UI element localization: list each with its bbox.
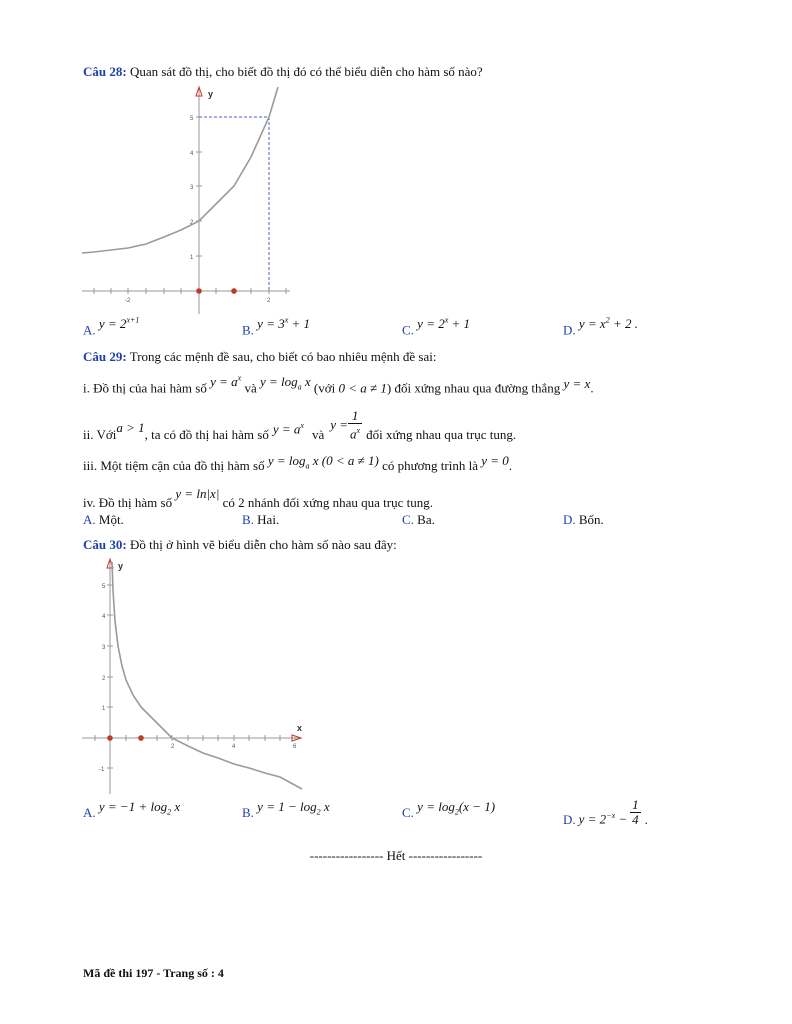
q30-option-d-fraction-den: 4 — [632, 812, 639, 827]
q28-option-d-letter: D. — [563, 322, 576, 338]
q30-point-x1 — [138, 735, 144, 741]
q29-s1-text-d: ) đối xứng nhau qua đường thẳng — [386, 380, 564, 396]
q28-xtick-2: 2 — [267, 298, 271, 304]
q29-statement-iv — [83, 486, 433, 511]
q29-s2-fraction-den: a — [350, 426, 357, 442]
q29-s1-math-2-tail: x — [301, 374, 311, 390]
q30-ytick-3: 3 — [102, 645, 106, 651]
q29-statement-ii — [83, 405, 516, 445]
question-30-header — [83, 537, 397, 553]
q29-option-b[interactable] — [242, 512, 279, 528]
q28-ytick-2: 2 — [190, 220, 194, 226]
question-28-text: Quan sát đồ thị, cho biết đồ thị đó có thể biểu diễn cho hàm số nào? — [126, 64, 483, 79]
q30-option-a-letter: A. — [83, 805, 96, 820]
q28-ytick-4: 4 — [190, 151, 194, 157]
q30-option-d[interactable] — [563, 798, 648, 827]
q29-s3-math-1: y = log — [267, 453, 306, 468]
q28-option-a-expr: y = 2 — [98, 316, 127, 332]
q30-option-b-letter: B. — [242, 805, 254, 820]
q28-option-d[interactable] — [563, 316, 638, 338]
q28-y-label: y — [208, 89, 214, 99]
q30-ytick-neg1: -1 — [99, 767, 105, 773]
q28-option-c-sup: x — [444, 316, 449, 325]
q29-option-a[interactable] — [83, 512, 124, 528]
q29-option-a-text: Một. — [95, 512, 124, 527]
q28-exponential-curve — [82, 87, 278, 253]
q30-option-b-tail: x — [320, 799, 330, 814]
q28-option-c-letter: C. — [402, 322, 414, 338]
question-28-graph — [80, 84, 300, 320]
q29-s2-fraction-den-sup: x — [356, 425, 361, 435]
q30-option-c-letter: C. — [402, 805, 414, 820]
q30-option-b[interactable] — [242, 799, 330, 823]
question-29-label: Câu 29: — [83, 349, 127, 364]
q29-s4-text-b: có 2 nhánh đối xứng nhau qua trục tung. — [222, 495, 433, 510]
q30-ytick-5: 5 — [102, 584, 106, 590]
page-footer: Mã đề thi 197 - Trang số : 4 — [83, 966, 224, 980]
q29-s2-fraction-num: 1 — [348, 409, 362, 424]
q28-option-b-tail: + 1 — [288, 316, 311, 332]
q29-option-d-letter: D. — [563, 512, 576, 527]
question-30-label: Câu 30: — [83, 537, 127, 552]
q28-ytick-1: 1 — [190, 255, 194, 261]
q28-option-b-sup: x — [284, 316, 289, 325]
q29-statement-i — [83, 374, 594, 398]
q29-s2-fraction — [348, 409, 362, 441]
q29-s1-math-3: 0 < a ≠ 1 — [338, 380, 387, 396]
q29-s1-text-c: (với — [313, 380, 339, 396]
q29-option-b-text: Hai. — [253, 512, 280, 527]
q28-point-origin — [196, 288, 202, 294]
q28-option-b-letter: B. — [242, 322, 254, 338]
q30-xtick-6: 6 — [293, 744, 297, 750]
q29-s1-math-2: y = log — [259, 374, 298, 390]
q29-option-a-letter: A. — [83, 512, 96, 527]
q29-option-d[interactable] — [563, 512, 604, 528]
q29-s1-math-1: y = a — [210, 374, 238, 390]
q30-option-c-sub: 2 — [454, 807, 459, 817]
q29-s1-math-2-sub: a — [297, 382, 302, 392]
q29-option-c[interactable] — [402, 512, 435, 528]
q28-xtick-neg2: -2 — [125, 298, 131, 304]
q29-statement-iii — [83, 453, 513, 476]
q30-ytick-2: 2 — [102, 676, 106, 682]
q28-option-d-expr: y = x — [578, 316, 606, 332]
q29-s4-text-a: iv. Đồ thị hàm số — [83, 495, 176, 510]
q28-option-d-tail: + 2 . — [609, 316, 638, 332]
q28-option-c-expr: y = 2 — [417, 316, 445, 332]
q29-s2-text-a: ii. Với — [83, 427, 117, 442]
q30-option-b-expr: y = 1 − log — [257, 799, 317, 814]
q28-option-a-letter: A. — [83, 322, 96, 338]
q30-option-d-tail: − — [615, 811, 628, 827]
q29-s1-text-e: . — [590, 380, 594, 396]
q30-option-d-fraction-num: 1 — [632, 797, 639, 812]
q30-ytick-1: 1 — [102, 706, 106, 712]
q29-s2-text-b: , ta có đồ thị hai hàm số — [144, 427, 269, 442]
q28-option-d-sup: 2 — [605, 316, 610, 325]
q29-s2-text-c: và — [311, 427, 325, 442]
q28-option-b-expr: y = 3 — [257, 316, 285, 332]
q30-x-label: x — [297, 723, 303, 733]
question-28-header — [83, 64, 483, 80]
end-marker: ----------------- Hết ----------------- — [309, 848, 483, 863]
q30-option-a-tail: x — [171, 799, 181, 814]
q30-log-curve — [112, 562, 302, 789]
q30-option-a[interactable] — [83, 799, 181, 823]
q29-s1-text-b: và — [244, 380, 260, 396]
q29-s2-math-2-sup: x — [300, 420, 304, 430]
q30-y-label: y — [118, 561, 124, 571]
q29-s3-text-a: iii. Một tiệm cận của đồ thị hàm số — [83, 458, 268, 473]
q29-option-b-letter: B. — [242, 512, 254, 527]
q30-xtick-4: 4 — [232, 744, 236, 750]
question-29-header — [83, 349, 436, 365]
q30-ytick-4: 4 — [102, 614, 106, 620]
q29-s4-math-1: y = ln|x| — [175, 486, 220, 501]
q30-option-b-sub: 2 — [316, 807, 321, 817]
q28-ytick-3: 3 — [190, 185, 194, 191]
q28-option-a[interactable] — [83, 316, 140, 338]
q29-s1-math-4: y = x — [563, 376, 591, 392]
q29-s2-math-1: a > 1 — [116, 420, 145, 435]
question-28-label: Câu 28: — [83, 64, 127, 79]
q29-option-d-text: Bốn. — [575, 512, 604, 527]
q28-point-x1 — [231, 288, 237, 294]
q29-option-c-text: Ba. — [413, 512, 435, 527]
q29-s3-text-b: có phương trình là — [382, 458, 482, 473]
q30-point-origin — [107, 735, 113, 741]
q30-option-d-end: . — [644, 811, 648, 827]
q30-option-c-expr: y = log — [417, 799, 455, 814]
q29-s2-math-2: y = a — [272, 421, 301, 437]
q30-xtick-2: 2 — [171, 744, 175, 750]
q29-s2-text-d: đối xứng nhau qua trục tung. — [366, 427, 517, 442]
q29-s3-math-1-sub: a — [305, 461, 310, 471]
q28-option-b[interactable] — [242, 316, 311, 338]
q29-s1-math-1-sup: x — [237, 374, 242, 383]
question-30-graph — [80, 556, 310, 796]
q29-s2-math-3-prefix: y = — [330, 417, 349, 432]
q30-option-d-fraction — [630, 798, 641, 827]
question-29-text: Trong các mệnh đề sau, cho biết có bao nhiêu mệnh đề sai: — [126, 349, 437, 364]
q29-s3-text-c: . — [508, 458, 513, 473]
q30-option-c-tail: (x − 1) — [458, 799, 496, 814]
question-30-text: Đồ thị ở hình vẽ biểu diễn cho hàm số nào sau đây: — [126, 537, 397, 552]
q30-option-d-sup: −x — [606, 811, 616, 821]
q29-s1-text-a: i. Đồ thị của hai hàm số — [83, 380, 211, 396]
q28-option-c[interactable] — [402, 316, 471, 338]
q30-option-d-expr: y = 2 — [578, 811, 607, 827]
q29-s3-math-1-tail: x (0 < a ≠ 1) — [309, 453, 379, 468]
q28-option-a-sup: x+1 — [126, 316, 140, 325]
q30-option-d-letter: D. — [563, 811, 576, 827]
q29-option-c-letter: C. — [402, 512, 414, 527]
q30-option-a-expr: y = −1 + log — [98, 799, 168, 814]
q29-s3-math-2: y = 0 — [481, 453, 509, 468]
q30-option-c[interactable] — [402, 799, 496, 823]
q28-ytick-5: 5 — [190, 116, 194, 122]
q28-option-c-tail: + 1 — [448, 316, 471, 332]
q30-option-a-sub: 2 — [167, 807, 172, 817]
